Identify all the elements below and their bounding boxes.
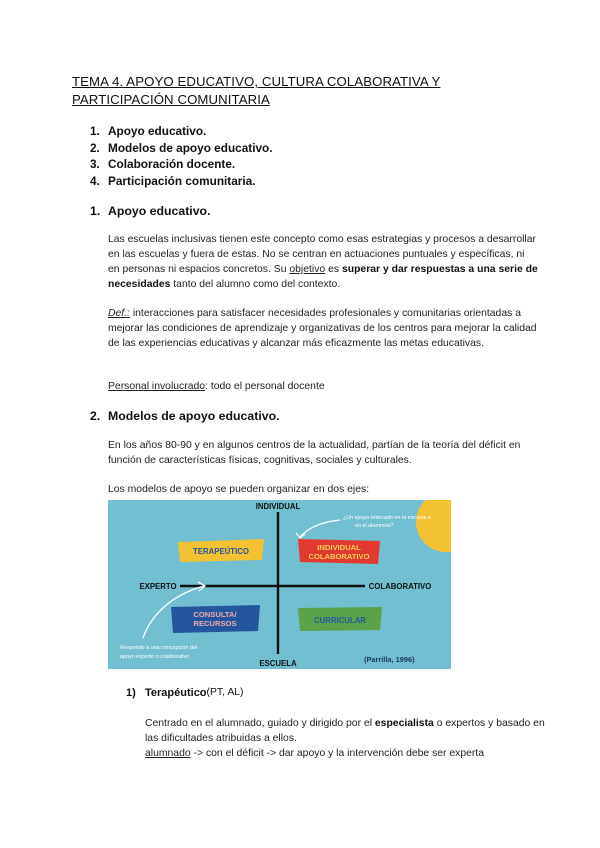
subsection-title-extra: (PT, AL) [206,687,244,698]
definition-label: Def.: [108,308,130,319]
section-2-paragraph: En los años 80-90 y en algunos centros de la actualidad, partían de la teoría del déficit en función de características físicas, cognitivas, sociales y culturales. [108,440,521,466]
section-number: 2. [90,409,101,423]
subsection-1-heading [126,687,244,699]
section-title: Modelos de apoyo educativo. [108,409,280,423]
paragraph-text: o expertos y basado en las dificultades atribuidas a ellos. [145,718,545,744]
definition-paragraph [108,306,538,351]
box-colaborativo-label: COLABORATIVO [308,552,370,561]
toc-item [90,140,273,157]
box-individual-label: INDIVIDUAL [317,543,361,552]
definition-text: interacciones para satisfacer necesidades profesionales y comunitarias orientadas a mejorar las condiciones de aprendizaje y organizativas de los centros para mejorar la calidad de las experiencias educativas y alcanzar más eficazmente las metas educativas. [108,308,537,349]
toc-item [90,123,273,140]
box-curricular-label: CURRICULAR [314,616,366,625]
support-models-figure [108,500,451,669]
objetivo-label: objetivo [289,264,326,275]
toc-item [90,173,273,190]
note-top-line-2: en el alumno/a? [355,523,394,529]
axis-label-top: INDIVIDUAL [255,502,301,511]
toc-item-number: 1. [90,124,100,138]
section-1-heading [90,204,211,218]
paragraph-bold-text: superar y dar respuestas a una serie de necesidades [108,264,538,290]
alumnado-label: alumnado [145,748,191,759]
toc-item-number: 3. [90,157,100,171]
paragraph-text: Centrado en el alumnado, guiado y dirigido por el [145,718,375,729]
personal-text: : todo el personal docente [205,381,325,392]
section-2-heading [90,409,280,423]
box-terapeutico-label: TERAPEÚTICO [193,547,249,556]
section-title: Apoyo educativo. [108,204,211,218]
box-recursos-label: RECURSOS [193,619,237,628]
axis-label-left: EXPERTO [139,582,177,591]
paragraph-text: -> con el déficit -> dar apoyo y la intervención debe ser experta [190,748,485,759]
axis-label-bottom: ESCUELA [259,659,297,668]
section-1-paragraph [108,232,538,292]
personal-label: Personal involucrado [108,381,206,392]
note-bottom-line-1: Responde a una concepción del [120,645,198,651]
toc-item [90,156,273,173]
figure-citation: (Parrilla, 1996) [364,655,415,664]
note-top-line-1: ¿Un apoyo enfocado en la escuela o [343,515,431,521]
toc-item-label: Modelos de apoyo educativo. [108,140,273,155]
toc-item-label: Participación comunitaria. [108,173,256,188]
toc-item-label: Colaboración docente. [108,157,236,171]
section-number: 1. [90,204,101,218]
section-2-paragraph-2: Los modelos de apoyo se pueden organizar en dos ejes: [108,484,370,495]
paragraph-text: es [325,264,342,275]
toc-item-label: Apoyo educativo. [108,124,207,138]
document-title: TEMA 4. APOYO EDUCATIVO, CULTURA COLABORATIVA Y PARTICIPACIÓN COMUNITARIA [72,74,441,107]
subsection-number: 1) [126,687,136,699]
table-of-contents [90,123,273,189]
support-models-diagram [108,500,451,669]
note-bottom-line-2: apoyo experto o colaborativo [120,654,190,660]
subsection-title: Terapéutico [145,687,207,699]
toc-item-number: 4. [90,173,100,188]
toc-item-number: 2. [90,140,100,155]
box-consulta-label: CONSULTA/ [193,610,237,619]
paragraph-bold-text: especialista [374,718,434,729]
axis-label-right: COLABORATIVO [368,582,432,591]
paragraph-text: tanto del alumno como del contexto. [170,279,341,290]
personal-paragraph [108,379,538,394]
paragraph-text: Las escuelas inclusivas tienen este concepto como esas estrategias y procesos a desarrollar en las escuelas y fuera de estas. No se centran en actuaciones puntuales y específicas, ni en personas ni espacios concretos. Su [108,234,536,275]
subsection-1-paragraph [145,716,545,761]
